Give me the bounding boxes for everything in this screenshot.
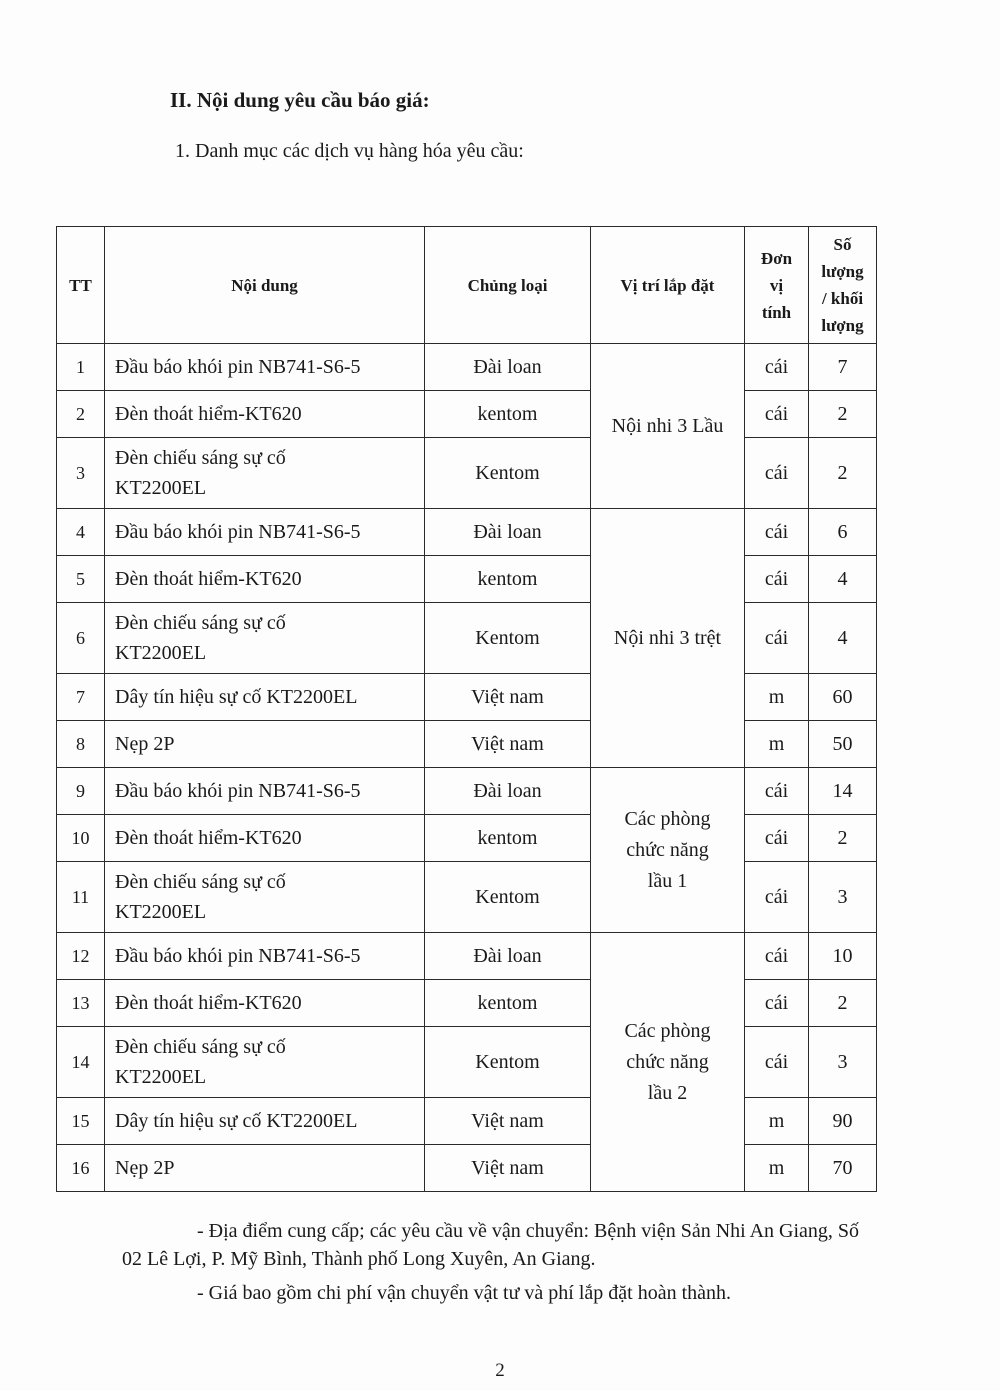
cell-content: Đèn thoát hiểm-KT620 — [105, 391, 425, 438]
cell-tt: 8 — [57, 721, 105, 768]
cell-content: Đầu báo khói pin NB741-S6-5 — [105, 933, 425, 980]
cell-type: Việt nam — [425, 721, 591, 768]
delivery-note: - Địa điểm cung cấp; các yêu cầu về vận chuyển: Bệnh viện Sản Nhi An Giang, Số 02 Lê Lợi, P. Mỹ Bình, Thành phố Long Xuyên, An Giang. — [122, 1220, 860, 1270]
cell-tt: 6 — [57, 603, 105, 674]
cell-content: Đèn thoát hiểm-KT620 — [105, 815, 425, 862]
cell-quantity: 90 — [809, 1098, 877, 1145]
header-unit-line: Đơn — [760, 248, 793, 268]
page-number: 2 — [495, 1360, 505, 1381]
header-unit-line: tính — [761, 302, 792, 322]
table-row — [57, 391, 877, 438]
cell-tt: 16 — [57, 1145, 105, 1192]
table-row — [57, 438, 877, 509]
cell-content — [105, 438, 425, 509]
cell-unit: cái — [745, 438, 809, 509]
table-row — [57, 603, 877, 674]
goods-table — [56, 226, 877, 1192]
cell-unit: m — [745, 674, 809, 721]
cell-type: Đài loan — [425, 344, 591, 391]
notes-section — [122, 1217, 882, 1313]
cell-tt: 1 — [57, 344, 105, 391]
cell-tt: 4 — [57, 509, 105, 556]
cell-unit: cái — [745, 768, 809, 815]
cell-unit: cái — [745, 980, 809, 1027]
cell-type: Đài loan — [425, 509, 591, 556]
table-row — [57, 674, 877, 721]
cell-tt: 10 — [57, 815, 105, 862]
cell-type: Việt nam — [425, 674, 591, 721]
cell-location — [591, 768, 745, 933]
cell-unit: m — [745, 1145, 809, 1192]
table-row — [57, 344, 877, 391]
table-row — [57, 1098, 877, 1145]
cell-content — [105, 862, 425, 933]
cell-quantity: 2 — [809, 815, 877, 862]
cell-content-line: Đèn chiếu sáng sự cố — [115, 447, 286, 469]
cell-tt: 2 — [57, 391, 105, 438]
cell-tt: 13 — [57, 980, 105, 1027]
cell-quantity: 3 — [809, 862, 877, 933]
cell-unit: cái — [745, 556, 809, 603]
cell-content: Đèn thoát hiểm-KT620 — [105, 556, 425, 603]
cell-type: kentom — [425, 980, 591, 1027]
table-row — [57, 862, 877, 933]
cell-type: kentom — [425, 556, 591, 603]
cell-location — [591, 933, 745, 1192]
cell-tt: 11 — [57, 862, 105, 933]
table-row — [57, 1027, 877, 1098]
cell-type: Đài loan — [425, 933, 591, 980]
header-qty-line: / khối — [821, 289, 864, 308]
cell-tt: 3 — [57, 438, 105, 509]
cell-location-line: Các phòng — [624, 807, 711, 830]
cell-content: Dây tín hiệu sự cố KT2200EL — [105, 674, 425, 721]
header-type: Chủng loại — [425, 227, 591, 344]
cell-tt: 15 — [57, 1098, 105, 1145]
header-unit — [745, 227, 809, 344]
cell-content — [105, 603, 425, 674]
cell-content-line: Đèn chiếu sáng sự cố — [115, 1036, 286, 1058]
cell-content: Đầu báo khói pin NB741-S6-5 — [105, 509, 425, 556]
cell-quantity: 2 — [809, 438, 877, 509]
cell-quantity: 6 — [809, 509, 877, 556]
cell-tt: 5 — [57, 556, 105, 603]
cell-type: Việt nam — [425, 1145, 591, 1192]
cell-tt: 7 — [57, 674, 105, 721]
price-note: - Giá bao gồm chi phí vận chuyển vật tư và phí lắp đặt hoàn thành. — [197, 1282, 732, 1304]
cell-content: Nẹp 2P — [105, 721, 425, 768]
cell-location: Nội nhi 3 Lầu — [591, 344, 745, 509]
cell-quantity: 4 — [809, 556, 877, 603]
cell-type: Kentom — [425, 603, 591, 674]
cell-content-line: Đèn chiếu sáng sự cố — [115, 612, 286, 634]
cell-quantity: 70 — [809, 1145, 877, 1192]
cell-quantity: 2 — [809, 391, 877, 438]
cell-quantity: 4 — [809, 603, 877, 674]
cell-type: Việt nam — [425, 1098, 591, 1145]
cell-unit: cái — [745, 391, 809, 438]
table-row — [57, 509, 877, 556]
cell-location: Nội nhi 3 trệt — [591, 509, 745, 768]
table-row — [57, 1145, 877, 1192]
table-row — [57, 768, 877, 815]
cell-quantity: 10 — [809, 933, 877, 980]
cell-unit: cái — [745, 344, 809, 391]
cell-unit: cái — [745, 509, 809, 556]
table-row — [57, 556, 877, 603]
section-title: II. Nội dung yêu cầu báo giá: — [170, 88, 430, 112]
subsection-title: 1. Danh mục các dịch vụ hàng hóa yêu cầu: — [175, 140, 524, 162]
cell-content: Dây tín hiệu sự cố KT2200EL — [105, 1098, 425, 1145]
header-qty-line: lượng — [821, 316, 864, 335]
cell-unit: cái — [745, 815, 809, 862]
cell-content-line: KT2200EL — [115, 1066, 207, 1088]
cell-content-line: KT2200EL — [115, 901, 207, 923]
cell-tt: 12 — [57, 933, 105, 980]
header-qty-line: Số — [833, 235, 852, 254]
cell-type: Kentom — [425, 1027, 591, 1098]
cell-quantity: 60 — [809, 674, 877, 721]
cell-unit: m — [745, 721, 809, 768]
header-tt: TT — [57, 227, 105, 344]
cell-type: Kentom — [425, 438, 591, 509]
cell-content-line: KT2200EL — [115, 642, 207, 664]
cell-unit: cái — [745, 933, 809, 980]
cell-quantity: 50 — [809, 721, 877, 768]
table-header-row — [57, 227, 877, 344]
header-qty-line: lượng — [821, 262, 864, 281]
cell-location-line: chức năng — [626, 838, 709, 861]
table-row — [57, 933, 877, 980]
cell-location-line: lầu 2 — [647, 1081, 688, 1104]
cell-content: Đầu báo khói pin NB741-S6-5 — [105, 768, 425, 815]
cell-type: Đài loan — [425, 768, 591, 815]
cell-unit: cái — [745, 1027, 809, 1098]
cell-location-line: Các phòng — [624, 1019, 711, 1042]
cell-location-line: chức năng — [626, 1050, 709, 1073]
cell-content-line: KT2200EL — [115, 477, 207, 499]
cell-unit: cái — [745, 862, 809, 933]
header-unit-line: vị — [769, 275, 784, 295]
cell-tt: 14 — [57, 1027, 105, 1098]
cell-content — [105, 1027, 425, 1098]
cell-type: kentom — [425, 815, 591, 862]
table-row — [57, 815, 877, 862]
cell-tt: 9 — [57, 768, 105, 815]
cell-type: kentom — [425, 391, 591, 438]
cell-content: Đầu báo khói pin NB741-S6-5 — [105, 344, 425, 391]
cell-unit: cái — [745, 603, 809, 674]
cell-quantity: 3 — [809, 1027, 877, 1098]
header-location: Vị trí lắp đặt — [591, 227, 745, 344]
cell-unit: m — [745, 1098, 809, 1145]
table-row — [57, 721, 877, 768]
header-content: Nội dung — [105, 227, 425, 344]
cell-quantity: 7 — [809, 344, 877, 391]
goods-table-wrapper — [56, 226, 876, 1192]
cell-quantity: 2 — [809, 980, 877, 1027]
header-quantity — [809, 227, 877, 344]
cell-content-line: Đèn chiếu sáng sự cố — [115, 871, 286, 893]
cell-content: Nẹp 2P — [105, 1145, 425, 1192]
table-row — [57, 980, 877, 1027]
cell-quantity: 14 — [809, 768, 877, 815]
cell-location-line: lầu 1 — [647, 869, 688, 892]
cell-content: Đèn thoát hiểm-KT620 — [105, 980, 425, 1027]
cell-type: Kentom — [425, 862, 591, 933]
